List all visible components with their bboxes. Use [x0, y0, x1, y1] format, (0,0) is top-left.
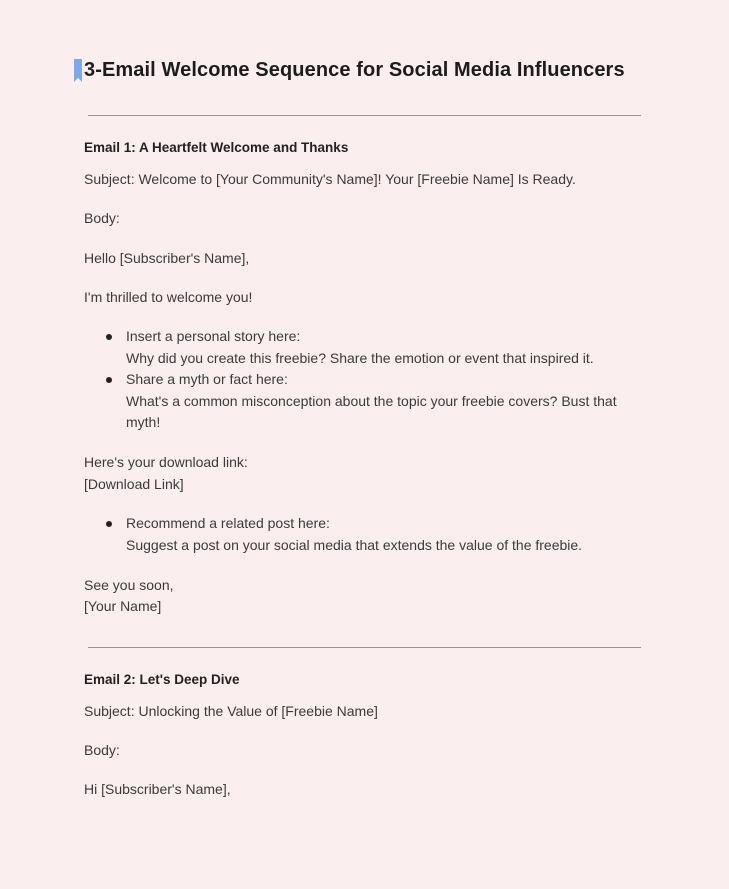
email1-signoff: See you soon, [84, 577, 174, 593]
email1-recommend-list [106, 513, 646, 556]
email1-bullet-list [106, 326, 646, 434]
email1-subject: Subject: Welcome to [Your Community's Name]! Your [Freebie Name] Is Ready. [84, 171, 576, 187]
bullet-detail: Suggest a post on your social media that extends the value of the freebie. [126, 536, 583, 553]
document-title: 3-Email Welcome Sequence for Social Media Influencers [84, 59, 625, 81]
email2-heading: Email 2: Let's Deep Dive [84, 672, 240, 687]
bookmark-icon[interactable] [74, 59, 82, 82]
list-item [106, 326, 646, 369]
email1-download-text: Here's your download link: [84, 454, 248, 470]
email1-body-label: Body: [84, 210, 120, 226]
email2-body-label: Body: [84, 742, 120, 758]
divider [88, 115, 641, 116]
list-item [106, 369, 646, 434]
list-item [106, 513, 646, 556]
email1-heading: Email 1: A Heartfelt Welcome and Thanks [84, 140, 349, 155]
email1-signature: [Your Name] [84, 598, 162, 614]
bullet-label: Recommend a related post here: [126, 515, 330, 531]
email1-greeting: Hello [Subscriber's Name], [84, 250, 250, 266]
email1-intro: I'm thrilled to welcome you! [84, 289, 253, 305]
email2-greeting: Hi [Subscriber's Name], [84, 781, 231, 797]
bullet-detail: Why did you create this freebie? Share the emotion or event that inspired it. [126, 349, 594, 366]
bullet-detail: What's a common misconception about the topic your freebie covers? Bust that myth! [126, 392, 617, 430]
email1-download-link[interactable]: [Download Link] [84, 476, 184, 492]
divider [88, 647, 641, 648]
bullet-label: Share a myth or fact here: [126, 371, 288, 387]
email2-subject: Subject: Unlocking the Value of [Freebie Name] [84, 703, 378, 719]
title-row [74, 59, 625, 82]
bullet-label: Insert a personal story here: [126, 328, 301, 344]
